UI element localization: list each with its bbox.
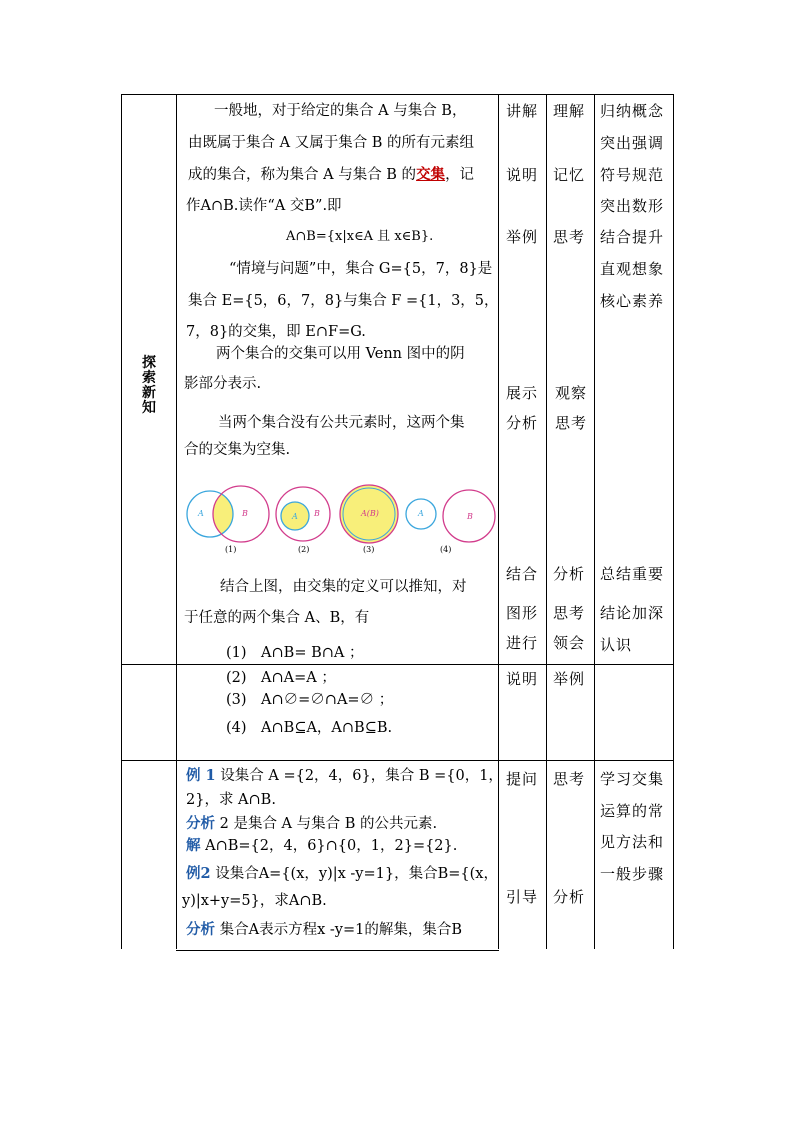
venn-2-label-b: B [314, 509, 320, 518]
law-1: (1) A∩B= B∩A ； [226, 645, 364, 661]
venn-caption-1: (1) [225, 545, 237, 554]
definition-formula: A∩B={x|x∈A 且 x∈B}. [286, 229, 434, 244]
table-border-top [121, 94, 674, 95]
property-intro-line-1: 结合上图，由交集的定义可以推知，对 [220, 579, 467, 595]
design-intent: 结合提升 [600, 228, 665, 246]
intro-line-4: 作A∩B.读作“A 交B”.即 [186, 198, 342, 214]
student-activity: 思考 [553, 228, 586, 246]
example-1-line-1: 例 1 设集合 A ={2，4，6}，集合 B ={0，1， [186, 767, 503, 784]
teacher-activity: 图形 [506, 604, 539, 622]
intro-line-3: 成的集合，称为集合 A 与集合 B 的交集，记 [188, 166, 475, 183]
venn-4-label-a: A [418, 509, 424, 518]
student-activity: 思考 [555, 414, 588, 432]
context-line-2: 集合 E={5，6，7，8}与集合 F ={1，3，5， [188, 293, 499, 309]
table-row-divider-3 [176, 950, 499, 951]
section-label: 探索新知 [142, 355, 156, 416]
context-line-3: 7，8}的交集，即 E∩F=G. [186, 324, 366, 340]
venn-caption-4: (4) [440, 545, 452, 554]
design-intent: 见方法和 [600, 833, 665, 851]
context-line-1: “情境与问题”中，集合 G={5，7，8}是 [229, 261, 493, 277]
design-intent: 突出数形 [600, 197, 665, 215]
design-intent: 突出强调 [600, 134, 665, 152]
intro-line-2: 由既属于集合 A 又属于集合 B 的所有元素组 [188, 135, 475, 151]
table-col-divider-2 [498, 94, 499, 949]
key-term: 交集 [416, 166, 446, 183]
law-4: (4) A∩B⊆A，A∩B⊆B. [226, 720, 393, 736]
property-intro-line-2: 于任意的两个集合 A、B，有 [184, 610, 370, 626]
design-intent: 运算的常 [600, 802, 665, 820]
table-border-right [673, 94, 674, 949]
design-intent: 总结重要 [600, 565, 665, 583]
table-row-divider-1 [121, 664, 674, 665]
venn-text-line-1: 两个集合的交集可以用 Venn 图中的阴 [216, 346, 465, 362]
venn-1-label-a: A [198, 509, 204, 518]
student-activity: 思考 [553, 770, 586, 788]
teacher-activity: 举例 [506, 228, 539, 246]
venn-1-label-b: B [242, 509, 248, 518]
example-1-line-2: 2}，求 A∩B. [186, 792, 276, 808]
student-activity: 观察 [555, 384, 588, 402]
design-intent: 认识 [600, 636, 633, 654]
analysis-2: 分析 集合A表示方程x -y=1的解集，集合B [186, 921, 462, 938]
table-col-divider-1 [176, 94, 177, 949]
analysis-1: 分析 2 是集合 A 与集合 B 的公共元素. [186, 815, 438, 832]
student-activity: 思考 [553, 604, 586, 622]
design-intent: 一般步骤 [600, 865, 665, 883]
venn-3-label-ab: A(B) [361, 509, 379, 518]
table-row-divider-2 [121, 760, 674, 761]
teacher-activity: 进行 [506, 634, 539, 652]
table-col-divider-4 [594, 94, 595, 949]
venn-4-label-b: B [467, 512, 473, 521]
teacher-activity: 提问 [506, 770, 539, 788]
table-col-divider-3 [546, 94, 547, 949]
venn-caption-3: (3) [363, 545, 375, 554]
teacher-activity: 展示 [506, 384, 539, 402]
design-intent: 结论加深 [600, 604, 665, 622]
law-2: (2) A∩A=A ； [226, 670, 336, 686]
example-2-line-2: y)|x+y=5}，求A∩B. [182, 893, 327, 909]
student-activity: 分析 [553, 565, 586, 583]
student-activity: 理解 [553, 102, 586, 120]
student-activity: 领会 [553, 634, 586, 652]
empty-set-line-2: 合的交集为空集. [184, 442, 291, 458]
teacher-activity: 说明 [506, 166, 539, 184]
venn-2-label-a: A [292, 512, 298, 521]
design-intent: 核心素养 [600, 292, 665, 310]
student-activity: 记忆 [553, 166, 586, 184]
table-border-left [121, 94, 122, 949]
teacher-activity: 引导 [506, 888, 539, 906]
design-intent: 直观想象 [600, 260, 665, 278]
design-intent: 符号规范 [600, 166, 665, 184]
solution-1: 解 A∩B={2，4，6}∩{0，1，2}={2}. [186, 837, 458, 854]
venn-diagram-2 [276, 487, 330, 541]
student-activity: 举例 [553, 670, 586, 688]
teacher-activity: 讲解 [506, 102, 539, 120]
venn-caption-2: (2) [298, 545, 310, 554]
teacher-activity: 分析 [506, 414, 539, 432]
design-intent: 归纳概念 [600, 102, 665, 120]
teacher-activity: 结合 [506, 565, 539, 583]
empty-set-line-1: 当两个集合没有公共元素时，这两个集 [218, 415, 465, 431]
student-activity: 分析 [553, 888, 586, 906]
example-2-line-1: 例2 设集合A={(x，y)|x -y=1}，集合B={(x， [186, 865, 498, 882]
law-3: (3) A∩∅=∅∩A=∅ ； [226, 692, 394, 708]
intro-line-1: 一般地，对于给定的集合 A 与集合 B， [214, 103, 467, 119]
venn-text-line-2: 影部分表示. [184, 376, 262, 392]
design-intent: 学习交集 [600, 770, 665, 788]
teacher-activity: 说明 [506, 670, 539, 688]
